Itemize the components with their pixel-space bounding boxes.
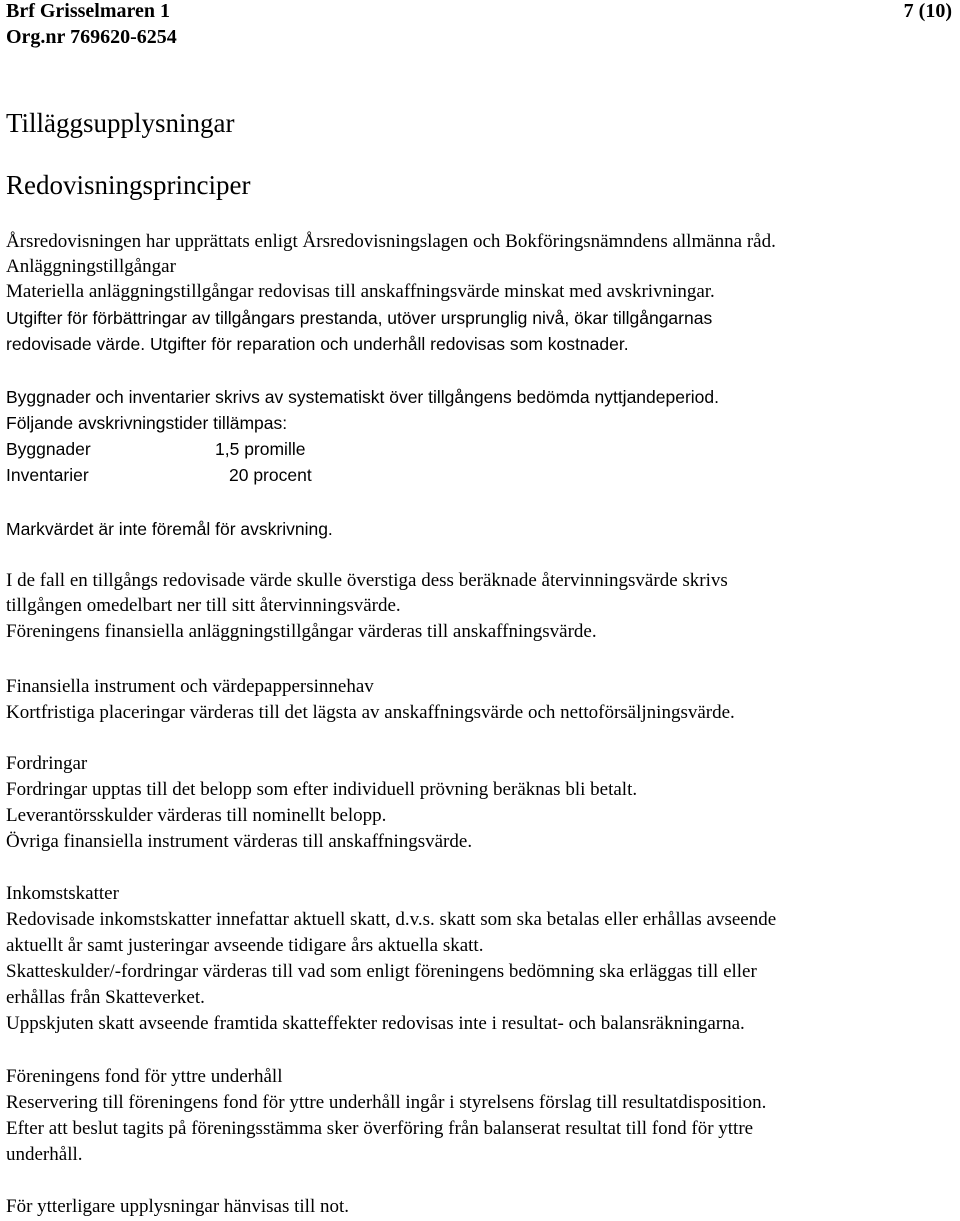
fixed-assets-line-2: Utgifter för förbättringar av tillgångars prestanda, utöver ursprunglig nivå, ökar tillgångarnas <box>6 308 713 328</box>
further-info-note: För ytterligare upplysningar hänvisas till not. <box>6 1196 350 1217</box>
receivables-line-1: Fordringar upptas till det belopp som efter individuell prövning beräknas bli betalt. <box>6 779 638 800</box>
fixed-assets-line-3: redovisade värde. Utgifter för reparation och underhåll redovisas som kostnader. <box>6 334 629 354</box>
financial-instruments-line-1: Kortfristiga placeringar värderas till det lägsta av anskaffningsvärde och nettoförsäljningsvärde. <box>6 702 735 723</box>
fixed-assets-heading: Anläggningstillgångar <box>6 256 176 277</box>
rate-label-inventory: Inventarier <box>6 465 89 485</box>
intro-paragraph: Årsredovisningen har upprättats enligt Årsredovisningslagen och Bokföringsnämndens allmänna råd. <box>6 231 776 252</box>
receivables-line-3: Övriga finansiella instrument värderas till anskaffningsvärde. <box>6 831 473 852</box>
income-tax-line-3: Skatteskulder/-fordringar värderas till vad som enligt föreningens bedömning ska erläggas till eller <box>6 961 757 982</box>
receivables-heading: Fordringar <box>6 753 88 774</box>
income-tax-line-4: erhållas från Skatteverket. <box>6 987 205 1008</box>
income-tax-heading: Inkomstskatter <box>6 883 119 904</box>
org-number: Org.nr 769620-6254 <box>6 26 177 48</box>
market-value-note: Markvärdet är inte föremål för avskrivning. <box>6 519 333 539</box>
section-title: Redovisningsprinciper <box>6 170 251 200</box>
financial-instruments-heading: Finansiella instrument och värdepappersinnehav <box>6 676 374 697</box>
impairment-line-3: Föreningens finansiella anläggningstillgångar värderas till anskaffningsvärde. <box>6 621 597 642</box>
income-tax-line-1: Redovisade inkomstskatter innefattar aktuell skatt, d.v.s. skatt som ska betalas eller erhållas avseende <box>6 909 777 930</box>
impairment-line-1: I de fall en tillgångs redovisade värde skulle överstiga dess beräknade återvinningsvärde skrivs <box>6 570 728 591</box>
maintenance-fund-line-1: Reservering till föreningens fond för yttre underhåll ingår i styrelsens förslag till resultatdisposition. <box>6 1092 767 1113</box>
rate-value-inventory: 20 procent <box>229 465 312 485</box>
receivables-line-2: Leverantörsskulder värderas till nominellt belopp. <box>6 805 387 826</box>
maintenance-fund-heading: Föreningens fond för yttre underhåll <box>6 1066 283 1087</box>
rate-label-buildings: Byggnader <box>6 439 91 459</box>
impairment-line-2: tillgången omedelbart ner till sitt återvinningsvärde. <box>6 595 401 616</box>
page-number: 7 (10) <box>903 0 952 22</box>
fixed-assets-line-1: Materiella anläggningstillgångar redovisas till anskaffningsvärde minskat med avskrivningar. <box>6 281 715 302</box>
maintenance-fund-line-2: Efter att beslut tagits på föreningsstämma sker överföring från balanserat resultat till fond för yttre <box>6 1118 754 1139</box>
depreciation-line-1: Byggnader och inventarier skrivs av systematiskt över tillgångens bedömda nyttjandeperiod. <box>6 387 720 407</box>
income-tax-line-5: Uppskjuten skatt avseende framtida skatteffekter redovisas inte i resultat- och balansräkningarna. <box>6 1013 745 1034</box>
depreciation-line-2: Följande avskrivningstider tillämpas: <box>6 413 288 433</box>
rate-value-buildings: 1,5 promille <box>215 439 306 459</box>
maintenance-fund-line-3: underhåll. <box>6 1144 83 1165</box>
income-tax-line-2: aktuellt år samt justeringar avseende tidigare års aktuella skatt. <box>6 935 484 956</box>
main-title: Tilläggsupplysningar <box>6 108 235 138</box>
org-name: Brf Grisselmaren 1 <box>6 0 171 22</box>
